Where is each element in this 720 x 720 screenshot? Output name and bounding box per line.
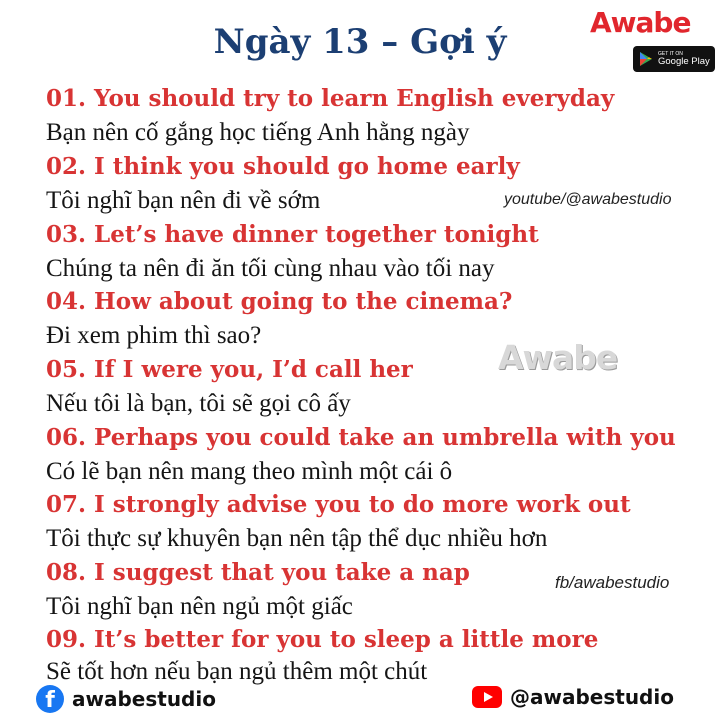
youtube-handle: @awabestudio [510, 685, 674, 709]
vietnamese-translation: Chúng ta nên đi ăn tối cùng nhau vào tối nay [46, 255, 495, 282]
brand-logo: Awabe [590, 6, 691, 39]
english-sentence: 05. If I were you, I’d call her [46, 356, 413, 383]
play-store-icon [639, 52, 653, 66]
english-sentence: 01. You should try to learn English everyday [46, 85, 615, 112]
vietnamese-translation: Tôi nghĩ bạn nên ngủ một giấc [46, 593, 353, 620]
store-badge-small-text: GET IT ON [658, 50, 683, 57]
facebook-handle: awabestudio [72, 687, 216, 711]
facebook-icon: f [36, 685, 64, 713]
english-sentence: 06. Perhaps you could take an umbrella with you [46, 424, 676, 451]
vietnamese-translation: Tôi thực sự khuyên bạn nên tập thể dục nhiều hơn [46, 525, 548, 552]
page-title: Ngày 13 – Gợi ý [213, 22, 507, 62]
english-sentence: 02. I think you should go home early [46, 153, 520, 180]
youtube-icon [472, 686, 502, 708]
facebook-handle-group[interactable] [36, 685, 216, 713]
vietnamese-translation: Bạn nên cố gắng học tiếng Anh hằng ngày [46, 119, 470, 146]
youtube-link[interactable]: youtube/@awabestudio [504, 191, 672, 208]
facebook-link[interactable]: fb/awabestudio [555, 573, 670, 592]
english-sentence: 04. How about going to the cinema? [46, 288, 513, 315]
google-play-badge[interactable] [633, 46, 715, 72]
vietnamese-translation: Sẽ tốt hơn nếu bạn ngủ thêm một chút [46, 658, 428, 685]
english-sentence: 07. I strongly advise you to do more work out [46, 491, 631, 518]
youtube-handle-group[interactable] [472, 685, 674, 709]
english-sentence: 08. I suggest that you take a nap [46, 559, 470, 586]
english-sentence: 03. Let’s have dinner together tonight [46, 221, 539, 248]
vietnamese-translation: Có lẽ bạn nên mang theo mình một cái ô [46, 458, 453, 485]
english-sentence: 09. It’s better for you to sleep a little more [46, 626, 599, 653]
vietnamese-translation: Đi xem phim thì sao? [46, 322, 262, 349]
brand-watermark: Awabe [498, 338, 618, 377]
vietnamese-translation: Tôi nghĩ bạn nên đi về sớm [46, 187, 321, 214]
vietnamese-translation: Nếu tôi là bạn, tôi sẽ gọi cô ấy [46, 390, 351, 417]
store-badge-text: Google Play [658, 55, 710, 67]
